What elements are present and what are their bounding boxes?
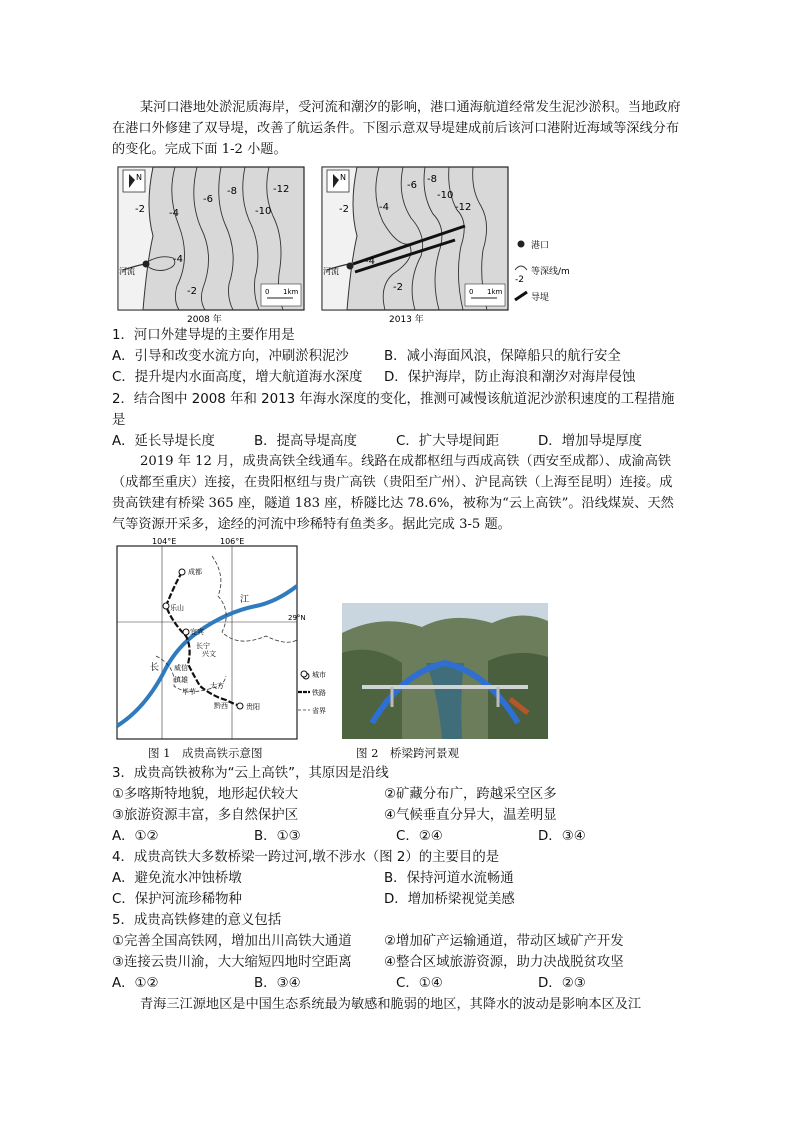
svg-text:大方: 大方 [210,682,224,690]
question-3-stem: 3．成贵高铁被称为“云上高铁”，其原因是沿线 [112,766,389,781]
q1-option-a[interactable]: A．引导和改变水流方向，冲刷淤积泥沙 [112,349,349,364]
svg-text:N: N [340,173,346,182]
question-3 [112,763,682,847]
bridge-photo [342,603,548,739]
svg-text:-4: -4 [379,202,389,213]
port-depth-maps [117,166,570,326]
svg-text:河流: 河流 [323,267,339,276]
question-1 [112,325,682,388]
svg-text:黔西: 黔西 [214,702,228,710]
q1-option-b[interactable]: B．减小海面风浪，保障船只的航行安全 [384,349,621,364]
q2-option-d[interactable]: D．增加导堤厚度 [538,434,643,449]
q1-option-d[interactable]: D．保护海岸，防止海浪和潮汐对海岸侵蚀 [384,370,636,385]
q3-option-d[interactable]: D．③④ [538,829,586,844]
svg-text:29°N: 29°N [288,614,306,622]
q4-option-d[interactable]: D．增加桥梁视觉美感 [384,892,515,907]
svg-text:长: 长 [150,663,160,673]
q3-statement-3: ③旅游资源丰富，多自然保护区 [112,808,299,823]
svg-text:-2: -2 [135,204,145,215]
question-5-stem: 5．成贵高铁修建的意义包括 [112,913,282,928]
svg-text:-4: -4 [173,254,183,265]
q5-option-c[interactable]: C．①④ [396,976,443,991]
svg-text:-2: -2 [393,282,403,293]
map1-legend [515,239,570,303]
question-4 [112,847,682,910]
svg-text:N: N [136,173,142,182]
passage-1: 某河口港地处淤泥质海岸，受河流和潮汐的影响，港口通海航道经常发生泥沙淤积。当地政府在港口外修建了双导堤，改善了航运条件。下图示意双导堤建成前后该河口港附近海域等深线分布的变化。完成下面 1-2 小题。 [112,100,681,157]
figure-1-caption: 图 1 成贵高铁示意图 [148,746,263,760]
svg-text:港口: 港口 [531,241,550,251]
q4-option-c[interactable]: C．保护河流珍稀物种 [112,892,242,907]
q2-option-a[interactable]: A．延长导堤长度 [112,434,215,449]
year-2008-label: 2008 年 [187,315,222,325]
svg-text:省界: 省界 [312,707,326,715]
svg-text:-12: -12 [455,202,472,213]
question-5 [112,910,682,994]
svg-text:镇雄: 镇雄 [174,676,188,684]
svg-text:-6: -6 [407,180,417,191]
svg-text:导堤: 导堤 [531,293,550,303]
svg-text:城市: 城市 [312,671,326,679]
q5-statement-4: ④整合区域旅游资源，助力决战脱贫攻坚 [384,955,624,970]
svg-text:106°E: 106°E [220,537,245,546]
question-2-stem: 2．结合图中 2008 年和 2013 年海水深度的变化，推测可减慢该航道泥沙淤积速度的工程措施是 [112,392,675,428]
svg-text:乐山: 乐山 [170,604,184,612]
q5-statement-3: ③连接云贵川渝，大大缩短四地时空距离 [112,955,352,970]
svg-text:-8: -8 [227,186,237,197]
passage-2: 2019 年 12 月，成贵高铁全线通车。线路在成都枢纽与西成高铁（西安至成都）、成渝高铁（成都至重庆）连接，在贵阳枢纽与贵广高铁（贵阳至广州）、沪昆高铁（上海至昆明）连接。成贵高铁建有桥梁 365 座，隧道 183 座，桥隧比达 78.6%，被称为“云上高铁”。沿线煤炭、天然气等资源开采多，途经的河流中珍稀特有鱼类多。据此完成 3-5 题。 [112,454,674,532]
q2-option-b[interactable]: B．提高导堤高度 [254,434,357,449]
svg-text:-8: -8 [427,174,437,185]
svg-text:-4: -4 [169,208,179,219]
svg-text:1km: 1km [487,288,503,296]
svg-text:长宁: 长宁 [196,642,210,650]
svg-text:-2: -2 [339,204,349,215]
q3-option-a[interactable]: A．①② [112,829,159,844]
railway-map-legend [296,668,340,716]
svg-text:-4: -4 [365,256,375,267]
q3-statement-1: ①多喀斯特地貌，地形起伏较大 [112,787,299,802]
q4-option-a[interactable]: A．避免流水冲蚀桥墩 [112,871,242,886]
figure-2-caption: 图 2 桥梁跨河景观 [356,746,459,760]
year-2013-label: 2013 年 [389,315,424,325]
svg-text:铁路: 铁路 [312,689,326,697]
svg-text:1km: 1km [283,288,299,296]
q2-option-c[interactable]: C．扩大导堤间距 [396,434,500,449]
passage-3: 青海三江源地区是中国生态系统最为敏感和脆弱的地区，其降水的波动是影响本区及江 [140,997,642,1012]
map-2013 [322,167,508,310]
svg-text:0: 0 [265,288,270,296]
question-2 [112,389,682,452]
q5-statement-2: ②增加矿产运输通道，带动区域矿产开发 [384,934,624,949]
svg-text:-12: -12 [273,184,290,195]
svg-text:-10: -10 [255,206,272,217]
svg-text:威信: 威信 [174,664,188,672]
svg-text:等深线/m: 等深线/m [531,267,570,277]
svg-text:-2: -2 [187,286,197,297]
q3-statement-4: ④气候垂直分异大，温差明显 [384,808,557,823]
svg-text:江: 江 [240,595,250,605]
svg-text:104°E: 104°E [152,537,177,546]
svg-text:-2: -2 [515,275,524,285]
scale-bar [465,284,505,306]
scale-bar [261,284,301,306]
q1-option-c[interactable]: C．提升堤内水面高度，增大航道海水深度 [112,370,363,385]
q5-option-a[interactable]: A．①② [112,976,159,991]
svg-text:-10: -10 [437,190,454,201]
q4-option-b[interactable]: B．保持河道水流畅通 [384,871,514,886]
svg-text:毕节: 毕节 [182,688,196,696]
question-4-stem: 4．成贵高铁大多数桥梁一跨过河,墩不涉水（图 2）的主要目的是 [112,850,500,865]
svg-text:宜宾: 宜宾 [190,628,204,636]
q5-option-d[interactable]: D．②③ [538,976,586,991]
svg-text:兴文: 兴文 [202,650,216,658]
svg-text:-6: -6 [203,194,213,205]
svg-text:贵阳: 贵阳 [246,703,260,711]
q3-option-c[interactable]: C．②④ [396,829,443,844]
svg-text:成都: 成都 [188,568,202,576]
map-2008 [118,167,304,310]
q3-option-b[interactable]: B．①③ [254,829,301,844]
q5-option-b[interactable]: B．③④ [254,976,301,991]
north-arrow-icon [327,170,349,192]
question-1-stem: 1．河口外建导堤的主要作用是 [112,328,295,343]
q3-statement-2: ②矿藏分布广，跨越采空区多 [384,787,557,802]
north-arrow-icon [123,170,145,192]
railway-map [116,536,306,742]
q5-statement-1: ①完善全国高铁网，增加出川高铁大通道 [112,934,352,949]
svg-text:河流: 河流 [119,267,135,276]
svg-text:0: 0 [469,288,474,296]
